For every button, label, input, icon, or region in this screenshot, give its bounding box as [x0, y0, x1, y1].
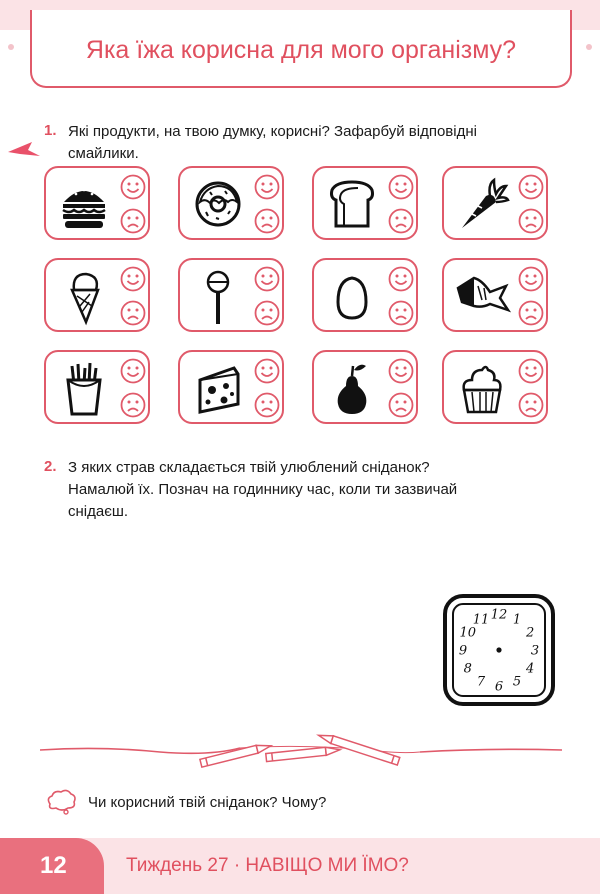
- food-card-cupcake: [442, 350, 548, 424]
- sad-smiley-icon[interactable]: [254, 300, 280, 326]
- happy-smiley-icon[interactable]: [388, 358, 414, 384]
- happy-smiley-icon[interactable]: [388, 174, 414, 200]
- sad-smiley-icon[interactable]: [388, 208, 414, 234]
- happy-smiley-icon[interactable]: [254, 266, 280, 292]
- happy-smiley-icon[interactable]: [388, 266, 414, 292]
- clock-face[interactable]: [443, 594, 555, 706]
- food-card-bread: [312, 166, 418, 240]
- fries-icon: [54, 358, 114, 418]
- happy-smiley-icon[interactable]: [518, 358, 544, 384]
- thought-cloud-icon: [44, 788, 78, 816]
- page-number: 12: [40, 852, 67, 879]
- task-2-text-line3: снідаєш.: [68, 503, 129, 520]
- lollipop-icon: [188, 266, 248, 326]
- egg-icon: [322, 266, 382, 326]
- food-card-fries: [44, 350, 150, 424]
- happy-smiley-icon[interactable]: [254, 358, 280, 384]
- sad-smiley-icon[interactable]: [254, 208, 280, 234]
- bread-icon: [322, 174, 382, 234]
- decor-dot: [586, 44, 592, 50]
- pencils-decoration: [40, 730, 562, 780]
- sad-smiley-icon[interactable]: [120, 392, 146, 418]
- sad-smiley-icon[interactable]: [120, 300, 146, 326]
- clock-numeral: 10: [459, 625, 477, 641]
- sad-smiley-icon[interactable]: [120, 208, 146, 234]
- happy-smiley-icon[interactable]: [120, 266, 146, 292]
- clock-numeral: 12: [490, 607, 508, 623]
- food-card-donut: [178, 166, 284, 240]
- clock-numeral: 1: [512, 612, 522, 628]
- ice-cream-icon: [54, 266, 114, 326]
- carrot-icon: [452, 174, 512, 234]
- title-box: [30, 10, 572, 88]
- clock-numeral: 4: [526, 661, 535, 677]
- burger-icon: [54, 174, 114, 234]
- sad-smiley-icon[interactable]: [518, 392, 544, 418]
- clock-numeral: 7: [476, 674, 486, 690]
- task-1-text-line2: смайлики.: [68, 145, 139, 162]
- clock-numeral: 5: [512, 674, 522, 690]
- task-2-text-line2: Намалюй їх. Познач на годиннику час, коли ти зазвичай: [68, 481, 458, 498]
- question-text: Чи корисний твій сніданок? Чому?: [88, 794, 327, 811]
- cheese-icon: [188, 358, 248, 418]
- fish-icon: [452, 266, 512, 326]
- clock-numeral: 6: [494, 679, 504, 695]
- happy-smiley-icon[interactable]: [120, 174, 146, 200]
- happy-smiley-icon[interactable]: [518, 174, 544, 200]
- food-card-lollipop: [178, 258, 284, 332]
- sad-smiley-icon[interactable]: [388, 300, 414, 326]
- happy-smiley-icon[interactable]: [120, 358, 146, 384]
- happy-smiley-icon[interactable]: [518, 266, 544, 292]
- donut-icon: [188, 174, 248, 234]
- food-card-ice-cream: [44, 258, 150, 332]
- page-title: Яка їжа корисна для мого організму?: [85, 36, 517, 64]
- task-2-text-line1: З яких страв складається твій улюблений сніданок?: [68, 459, 430, 476]
- footer-title: Тиждень 27 · НАВІЩО МИ ЇМО?: [126, 855, 409, 876]
- task-2-number: 2.: [44, 458, 57, 475]
- pear-icon: [322, 358, 382, 418]
- food-card-cheese: [178, 350, 284, 424]
- food-card-burger: [44, 166, 150, 240]
- happy-smiley-icon[interactable]: [254, 174, 280, 200]
- arrow-icon: [6, 140, 42, 162]
- food-card-fish: [442, 258, 548, 332]
- food-card-carrot: [442, 166, 548, 240]
- food-card-pear: [312, 350, 418, 424]
- clock-numeral: 11: [472, 612, 490, 628]
- sad-smiley-icon[interactable]: [518, 300, 544, 326]
- task-1-text-line1: Які продукти, на твою думку, корисні? Зафарбуй відповідні: [68, 123, 477, 140]
- clock-numeral: 9: [458, 643, 468, 659]
- clock-numeral: 3: [530, 643, 540, 659]
- clock-numeral: 2: [526, 625, 535, 641]
- sad-smiley-icon[interactable]: [254, 392, 280, 418]
- decor-dot: [8, 44, 14, 50]
- clock-numeral: 8: [463, 661, 472, 677]
- sad-smiley-icon[interactable]: [388, 392, 414, 418]
- cupcake-icon: [452, 358, 512, 418]
- task-1-number: 1.: [44, 122, 57, 139]
- food-card-egg: [312, 258, 418, 332]
- sad-smiley-icon[interactable]: [518, 208, 544, 234]
